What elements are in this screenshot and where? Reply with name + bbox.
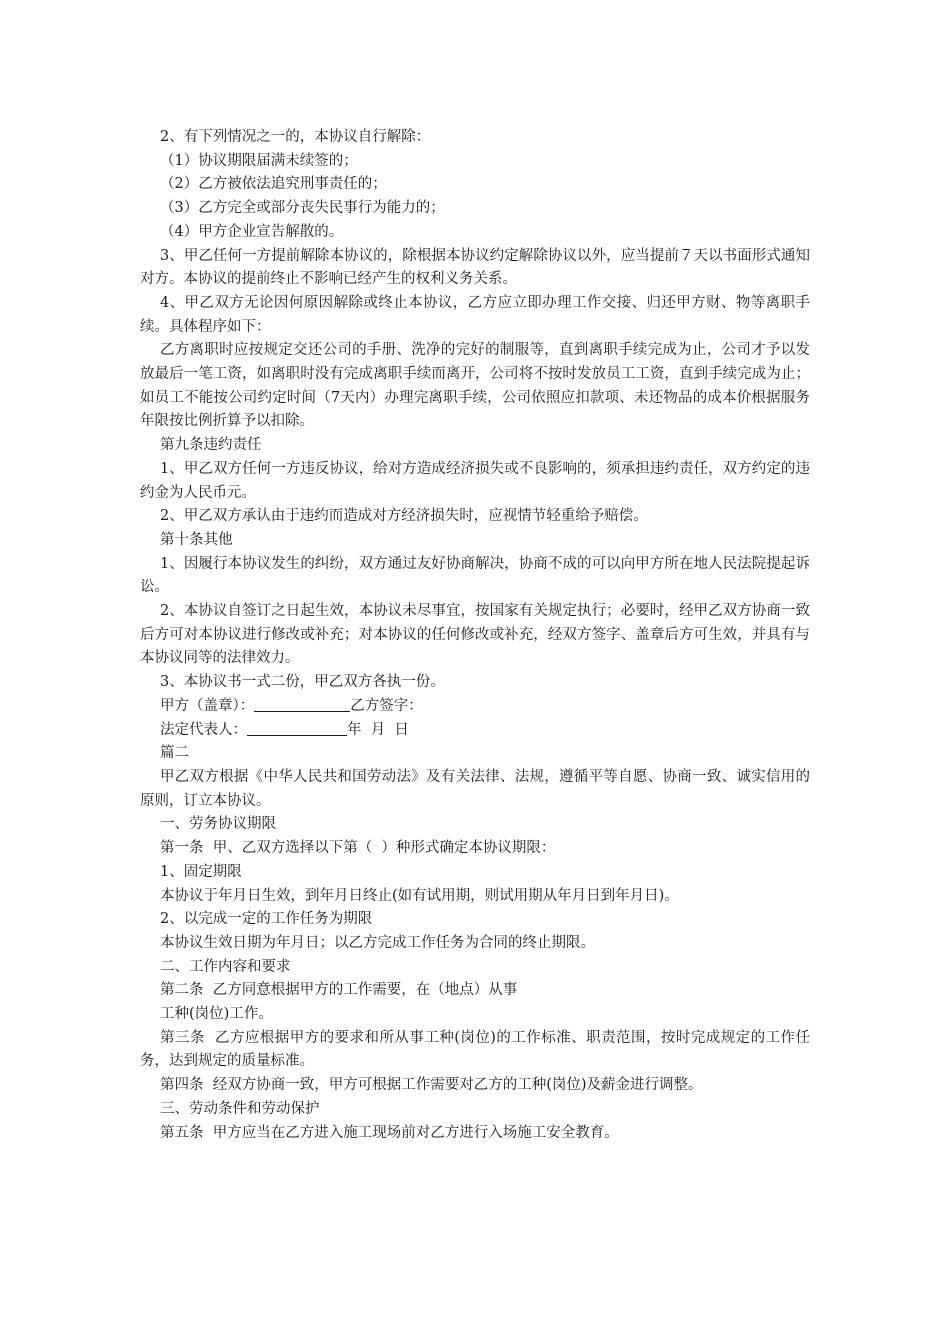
- list-item: （4）甲方企业宣告解散的。: [160, 223, 344, 240]
- signature-line-party-a: [140, 695, 810, 719]
- paragraph-preamble: 甲乙双方根据《中华人民共和国劳动法》及有关法律、法规，遵循平等自愿、协商一致、诚实信用的原则，订立本协议。: [140, 768, 810, 809]
- list-item: 1、固定期限: [160, 863, 242, 880]
- list-item: （1）协议期限届满未续签的；: [160, 152, 358, 169]
- party-b-label: 乙方签字：: [350, 697, 423, 714]
- paragraph-copies: 3、本协议书一式二份，甲乙双方各执一份。: [160, 674, 445, 691]
- signature-blank: [254, 696, 350, 712]
- paragraph-article-4: 第四条 经双方协商一致，甲方可根据工作需要对乙方的工种(岗位)及薪金进行调整。: [160, 1077, 703, 1094]
- party-a-label: 甲方（盖章）：: [160, 697, 255, 714]
- paragraph-handover: 4、甲乙双方无论因何原因解除或终止本协议，乙方应立即办理工作交接、归还甲方财、物等离职手续。具体程序如下：: [140, 294, 810, 335]
- signature-blank: [247, 720, 347, 736]
- paragraph-breach-liability: 1、甲乙双方任何一方违反协议，给对方造成经济损失或不良影响的，须承担违约责任，双方约定的违约金为人民币元。: [140, 460, 810, 501]
- signature-line-legal-rep: [140, 719, 810, 743]
- list-item: （2）乙方被依法追究刑事责任的；: [160, 176, 387, 193]
- paragraph-early-termination: 3、甲乙任何一方提前解除本协议的，除根据本协议约定解除协议以外，应当提前７天以书面形式通知对方。本协议的提前终止不影响已经产生的权利义务关系。: [140, 247, 810, 288]
- list-item: 2、以完成一定的工作任务为期限: [160, 911, 373, 928]
- paragraph-fixed-term: 本协议于年月日生效，到年月日终止(如有试用期，则试用期从年月日到年月日)。: [160, 887, 679, 904]
- paragraph-task-term: 本协议生效日期为年月日；以乙方完成工作任务为合同的终止期限。: [160, 934, 595, 951]
- section-heading-article-9: 第九条违约责任: [160, 437, 262, 454]
- legal-rep-label: 法定代表人：: [160, 721, 247, 738]
- paragraph-effectiveness: 2、本协议自签订之日起生效，本协议未尽事宜，按国家有关规定执行；必要时，经甲乙双方协商一致后方可对本协议进行修改或补充；对本协议的任何修改或补充，经双方签字、盖章后方可生效，并具有与本协议同等的法律效力。: [140, 603, 810, 667]
- section-heading-work-content: 二、工作内容和要求: [160, 958, 291, 975]
- section-heading-part-2: 篇二: [160, 745, 189, 762]
- paragraph-auto-termination: 2、有下列情况之一的，本协议自行解除：: [160, 129, 431, 145]
- paragraph-article-5: 第五条 甲方应当在乙方进入施工现场前对乙方进行入场施工安全教育。: [160, 1124, 619, 1141]
- paragraph-article-3: 第三条 乙方应根据甲方的要求和所从事工种(岗位)的工作标准、职责范围，按时完成规定的工作任务，达到规定的质量标准。: [140, 1029, 810, 1070]
- section-heading-term: 一、劳务协议期限: [160, 816, 276, 833]
- paragraph-resignation-procedure: 乙方离职时应按规定交还公司的手册、洗净的完好的制服等，直到离职手续完成为止，公司才予以发放最后一笔工资，如离职时没有完成离职手续而离开，公司将不按时发放员工工资，直到手续完成为止；如员工不能按公司约定时间（7天内）办理完离职手续，公司依照应扣款项、未还物品的成本价根据服务年限按比例折算予以扣除。: [140, 342, 810, 430]
- date-label: 年 月 日: [347, 721, 409, 738]
- paragraph-article-1: 第一条 甲、乙双方选择以下第（ ）种形式确定本协议期限：: [160, 840, 556, 857]
- document-body: [140, 126, 810, 1145]
- section-heading-article-10: 第十条其他: [160, 531, 233, 548]
- section-heading-labor-protection: 三、劳动条件和劳动保护: [160, 1100, 320, 1117]
- paragraph-compensation: 2、甲乙双方承认由于违约而造成对方经济损失时，应视情节轻重给予赔偿。: [160, 508, 648, 525]
- paragraph-dispute: 1、因履行本协议发生的纠纷，双方通过友好协商解决，协商不成的可以向甲方所在地人民法院提起诉讼。: [140, 555, 810, 596]
- paragraph-article-2-cont: 工种(岗位)工作。: [160, 1006, 273, 1023]
- paragraph-article-2: 第二条 乙方同意根据甲方的工作需要，在（地点）从事: [160, 982, 518, 999]
- list-item: （3）乙方完全或部分丧失民事行为能力的；: [160, 200, 445, 217]
